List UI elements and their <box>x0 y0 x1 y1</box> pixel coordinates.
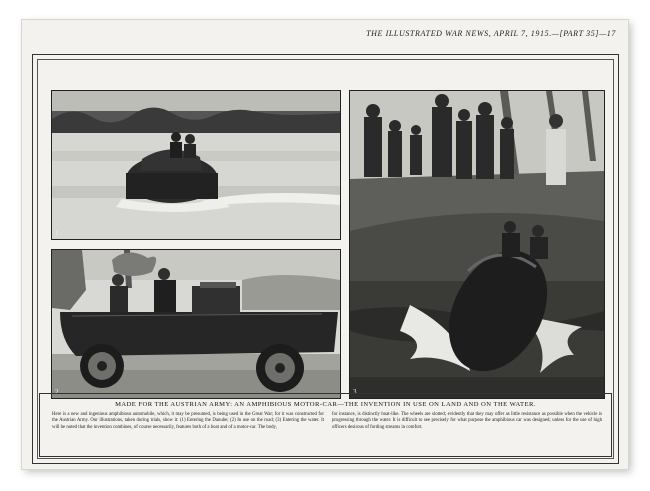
running-header: THE ILLUSTRATED WAR NEWS, APRIL 7, 1915.—[PART 35]—17 <box>366 29 616 38</box>
photo-2-image <box>52 250 340 398</box>
caption-column-left: Here is a new and ingenious amphibious automobile, which, it may be presumed, is being used in the Great War; for it was constructed for the Austrian Army. Our illustrations, taken during trials, show it: (1) Entering the Danube; (2) In use on the road; (3) Entering the water. It will be noted that the invention combines, of course necessarily, features both of a boat and of a motor-car. The body, <box>52 412 324 430</box>
caption-title: MADE FOR THE AUSTRIAN ARMY: AN AMPHIBIOUS MOTOR-CAR—THE INVENTION IN USE ON LAND AND ON THE WATER. <box>115 401 536 408</box>
caption-column-right: for instance, is distinctly boat-like. The wheels are slotted; evidently that they may offer as little resistance as possible when the vehicle is progressing through the water. It is difficult to see precisely for what purpose the amphibious car was designed; unless for the use of high officers desirous of fording streams in comfort. <box>332 412 602 430</box>
photo-car-through-water <box>349 90 605 399</box>
plate-frame <box>32 54 619 464</box>
magazine-page <box>22 20 628 469</box>
photo-car-entering-water <box>51 90 341 240</box>
plate-number-2: 2 <box>55 388 59 396</box>
plate-number-3: 3 <box>353 388 357 396</box>
plate-number-1: 1 <box>55 229 59 237</box>
photo-3-image <box>350 91 604 398</box>
caption-box <box>39 393 612 457</box>
photo-car-on-road <box>51 249 341 399</box>
photo-1-image <box>52 91 340 239</box>
